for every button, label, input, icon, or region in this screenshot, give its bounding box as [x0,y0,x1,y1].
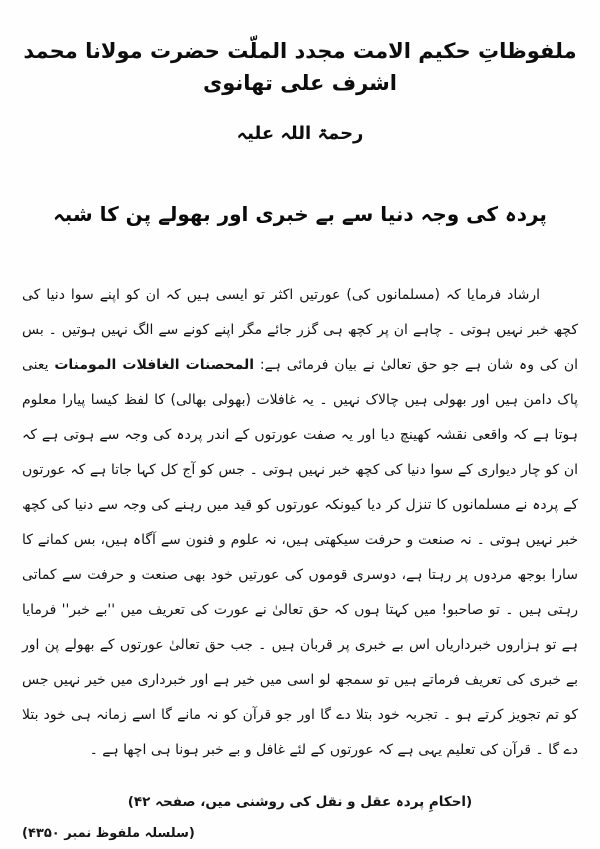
series-number: (سلسلہ ملفوظ نمبر ۴۳۵۰) [22,826,195,841]
document-header [22,36,578,144]
body-text-part1: ارشاد فرمایا کہ (مسلمانوں کی) عورتیں اکثر تو ایسی ہیں کہ ان کو اپنے سوا دنیا کی کچھ خبر نہیں ہوتی ۔ چاہے ان پر کچھ ہی گزر جائے مگر اپنے کونے سے الگ نہیں ہوتیں ۔ بس ان کی وہ شان ہے جو حق تعالیٰ نے بیان فرمائی ہے: [22,287,579,373]
page-title: پردہ کی وجہ دنیا سے بے خبری اور بھولے پن کا شبہ [53,202,547,226]
honorific-line: رحمۃ اللہ علیہ [236,123,364,144]
source-citation: (احکامِ پردہ عقل و نقل کی روشنی میں، صفحہ ۴۲) [127,794,473,810]
body-paragraph [22,278,578,768]
document-author-heading: ملفوظاتِ حکیم الامت مجدد الملّت حضرت مولانا محمد اشرف علی تھانوی [23,39,577,95]
body-text-part2: یعنی پاک دامن ہیں اور بھولی ہیں چالاک نہیں ۔ یہ غافلات (بھولی بھالی) کا لفظ کیسا پیارا معلوم ہوتا ہے کہ واقعی نقشہ کھینچ دیا اور یہ صفت عورتوں کے اندر پردہ کی وجہ سے ہوتی ہے کہ ان کو چار دیواری کے سوا دنیا کی کچھ خبر نہیں ہوتی ۔ جس کو آج کل کہا جاتا ہے کہ عورتوں کے پردہ نے مسلمانوں کا تنزل کر دیا کیونکہ عورتوں کو قید میں رہنے کی وجہ سے دنیا کی کچھ خبر نہیں ہوتی ۔ نہ صنعت و حرفت سیکھتی ہیں، نہ علوم و فنون سے آگاہ ہیں، بس کمانے کا سارا بوجھ مردوں پر رہتا ہے، دوسری قوموں کی عورتیں خود بھی صنعت و حرفت سے کماتی رہتی ہیں ۔ تو صاحبو! میں کہتا ہوں کہ حق تعالیٰ نے عورت کی تعریف میں ''بے خبر'' فرمایا ہے تو ہزاروں خبرداریاں اس بے خبری پر قربان ہیں ۔ جب حق تعالیٰ عورتوں کے بھولے پن اور بے خبری کی تعریف فرماتے ہیں تو سمجھ لو اسی میں خیر ہے اور خبرداری میں خیر نہیں جس کو تم تجویز کرتے ہو ۔ تجربہ خود بتلا دے گا اور جو قرآن کو نہ مانے گا اسے زمانہ ہی خود بتلا دے گا ۔ قرآن کی تعلیم یہی ہے کہ عورتوں کے لئے غافل و بے خبر ہونا ہی اچھا ہے ۔ [22,357,578,758]
arabic-quranic-quote: المحصنات الغافلات المومنات [54,357,255,373]
